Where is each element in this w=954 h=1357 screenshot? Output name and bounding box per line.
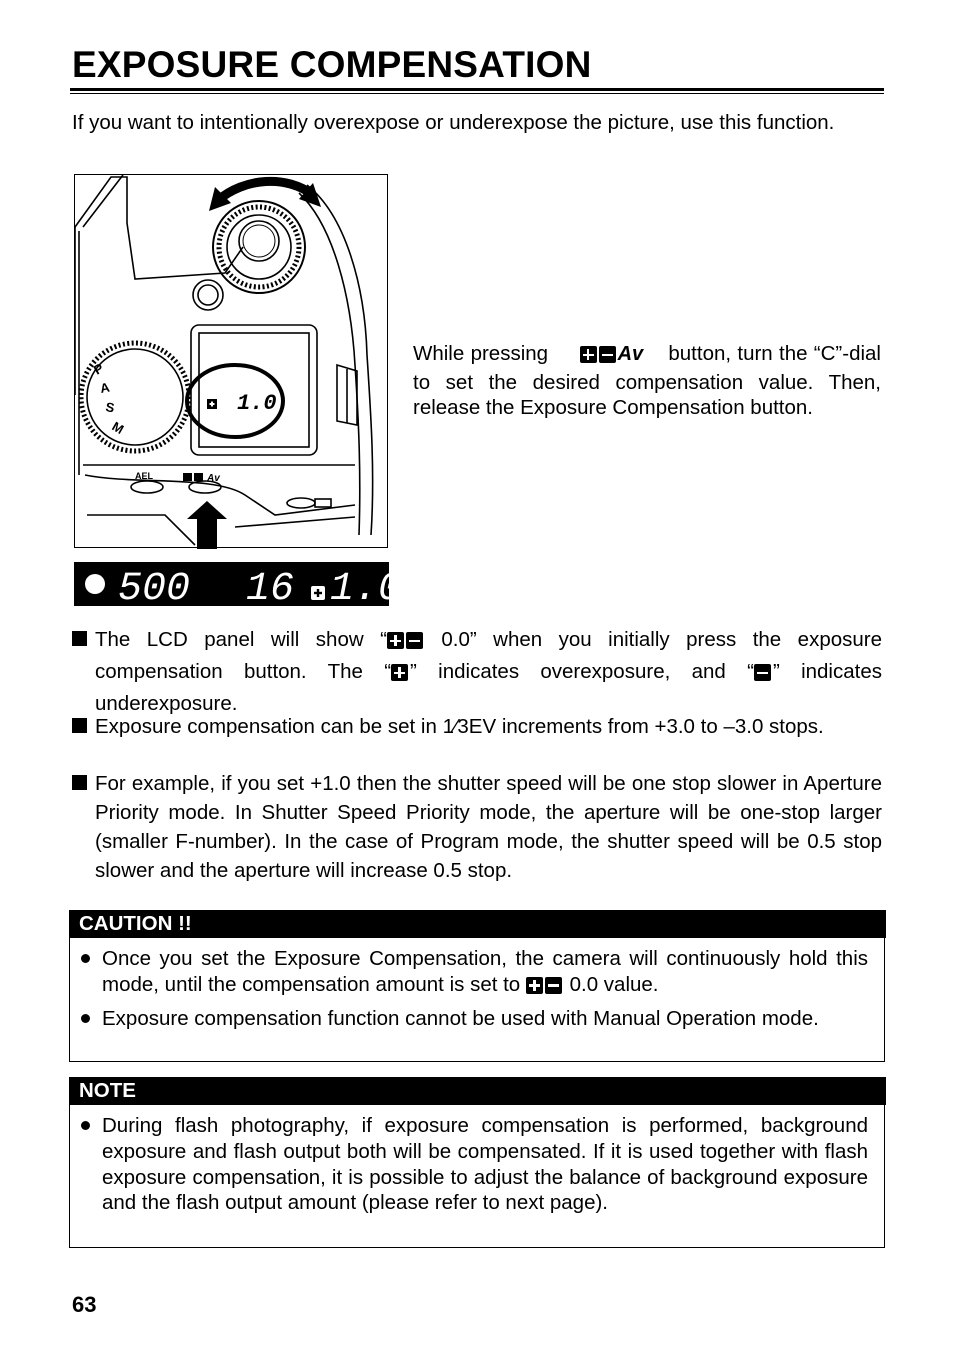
caution-item-2	[70, 1006, 884, 1032]
mode-dial-letter-s: S	[104, 399, 116, 416]
av-label: Av	[207, 473, 220, 484]
camera-illustration	[74, 174, 388, 548]
caution-item-1	[70, 946, 884, 1001]
camera-lcd-value: 1.0	[237, 391, 277, 416]
bullet3-text: For example, if you set +1.0 then the shutter speed will be one stop slower in Aperture Priority mode. In Shutter Speed Priority mode, the aperture will be one-stop larger (smaller F-number). In the case of Program mode, the shutter speed will be 0.5 stop slower and the aperture will increase 0.5 stop.	[95, 772, 882, 882]
lcd-panel-display	[74, 562, 403, 612]
lcd-aperture-value: 16	[246, 567, 295, 612]
plus-minus-icon	[580, 344, 618, 370]
square-bullet-icon	[72, 775, 87, 790]
note-item1-text: During flash photography, if exposure compensation is performed, background exposure and flash output both will be compensated. If it is used together with flash exposure compensation, it is possible to adjust the balance of background exposure and the flash output amount (please refer to next page).	[102, 1114, 868, 1215]
mode-dial-letter-p: P	[91, 360, 107, 378]
note-item-1	[70, 1113, 884, 1216]
caution-heading: CAUTION !!	[69, 910, 886, 938]
instruction-part1: While pressing	[413, 342, 549, 365]
mode-dial-letter-m: M	[109, 418, 127, 438]
plus-minus-icon	[526, 975, 564, 1001]
plus-icon	[391, 660, 410, 689]
bullet1-text-d: ” indicates underexposure.	[95, 660, 882, 715]
square-bullet-icon	[72, 718, 87, 733]
bullet-dot-icon	[81, 954, 90, 963]
minus-icon	[754, 660, 773, 689]
bullet-lcd-panel	[72, 625, 882, 718]
intro-paragraph: If you want to intentionally overexpose or underexpose the picture, use this function.	[72, 111, 835, 134]
caution-item1-text-b: 0.0 value.	[563, 972, 659, 996]
bullet1-text-c: ” indicates overexposure, and “	[410, 660, 754, 683]
caution-box	[69, 938, 885, 1062]
bullet-dot-icon	[81, 1014, 90, 1023]
mode-dial-letter-a: A	[98, 379, 111, 396]
bullet1-text-b: 0.0” when you initially press the exposure compensation button. The “	[95, 628, 883, 683]
bullet-dot-icon	[81, 1121, 90, 1130]
lcd-compensation-value: 1.0	[330, 567, 403, 612]
bullet-example	[72, 769, 882, 885]
note-box	[69, 1105, 885, 1248]
instruction-text	[413, 341, 881, 421]
lcd-panel-svg	[74, 562, 403, 612]
caution-item2-text: Exposure compensation function cannot be used with Manual Operation mode.	[102, 1006, 819, 1030]
title-rule-thick	[70, 88, 884, 91]
av-button-label: Av	[617, 343, 644, 365]
lcd-shutter-value: 500	[118, 567, 191, 612]
caution-item1-text-a: Once you set the Exposure Compensation, the camera will continuously hold this mode, until the compensation amount is set to	[102, 947, 868, 996]
lcd-dot-icon	[85, 574, 105, 594]
plus-minus-icon	[387, 628, 425, 657]
square-bullet-icon	[72, 631, 87, 646]
bullet2-text: Exposure compensation can be set in 1⁄3EV increments from +3.0 to –3.0 stops.	[95, 715, 824, 738]
press-arrow-icon	[187, 501, 227, 549]
instruction-part2: button, turn the “C”-dial to set the desired compensation value. Then, release the Exposure Compensation button.	[413, 342, 881, 420]
page-title: EXPOSURE COMPENSATION	[72, 44, 592, 85]
bullet1-text-a: The LCD panel will show “	[95, 628, 387, 651]
bullet-increments	[72, 712, 882, 741]
note-heading: NOTE	[69, 1077, 886, 1105]
title-rule-thin	[70, 93, 884, 94]
ael-label: AEL	[135, 471, 153, 481]
page-number: 63	[72, 1292, 97, 1317]
camera-back-drawing	[75, 175, 389, 549]
